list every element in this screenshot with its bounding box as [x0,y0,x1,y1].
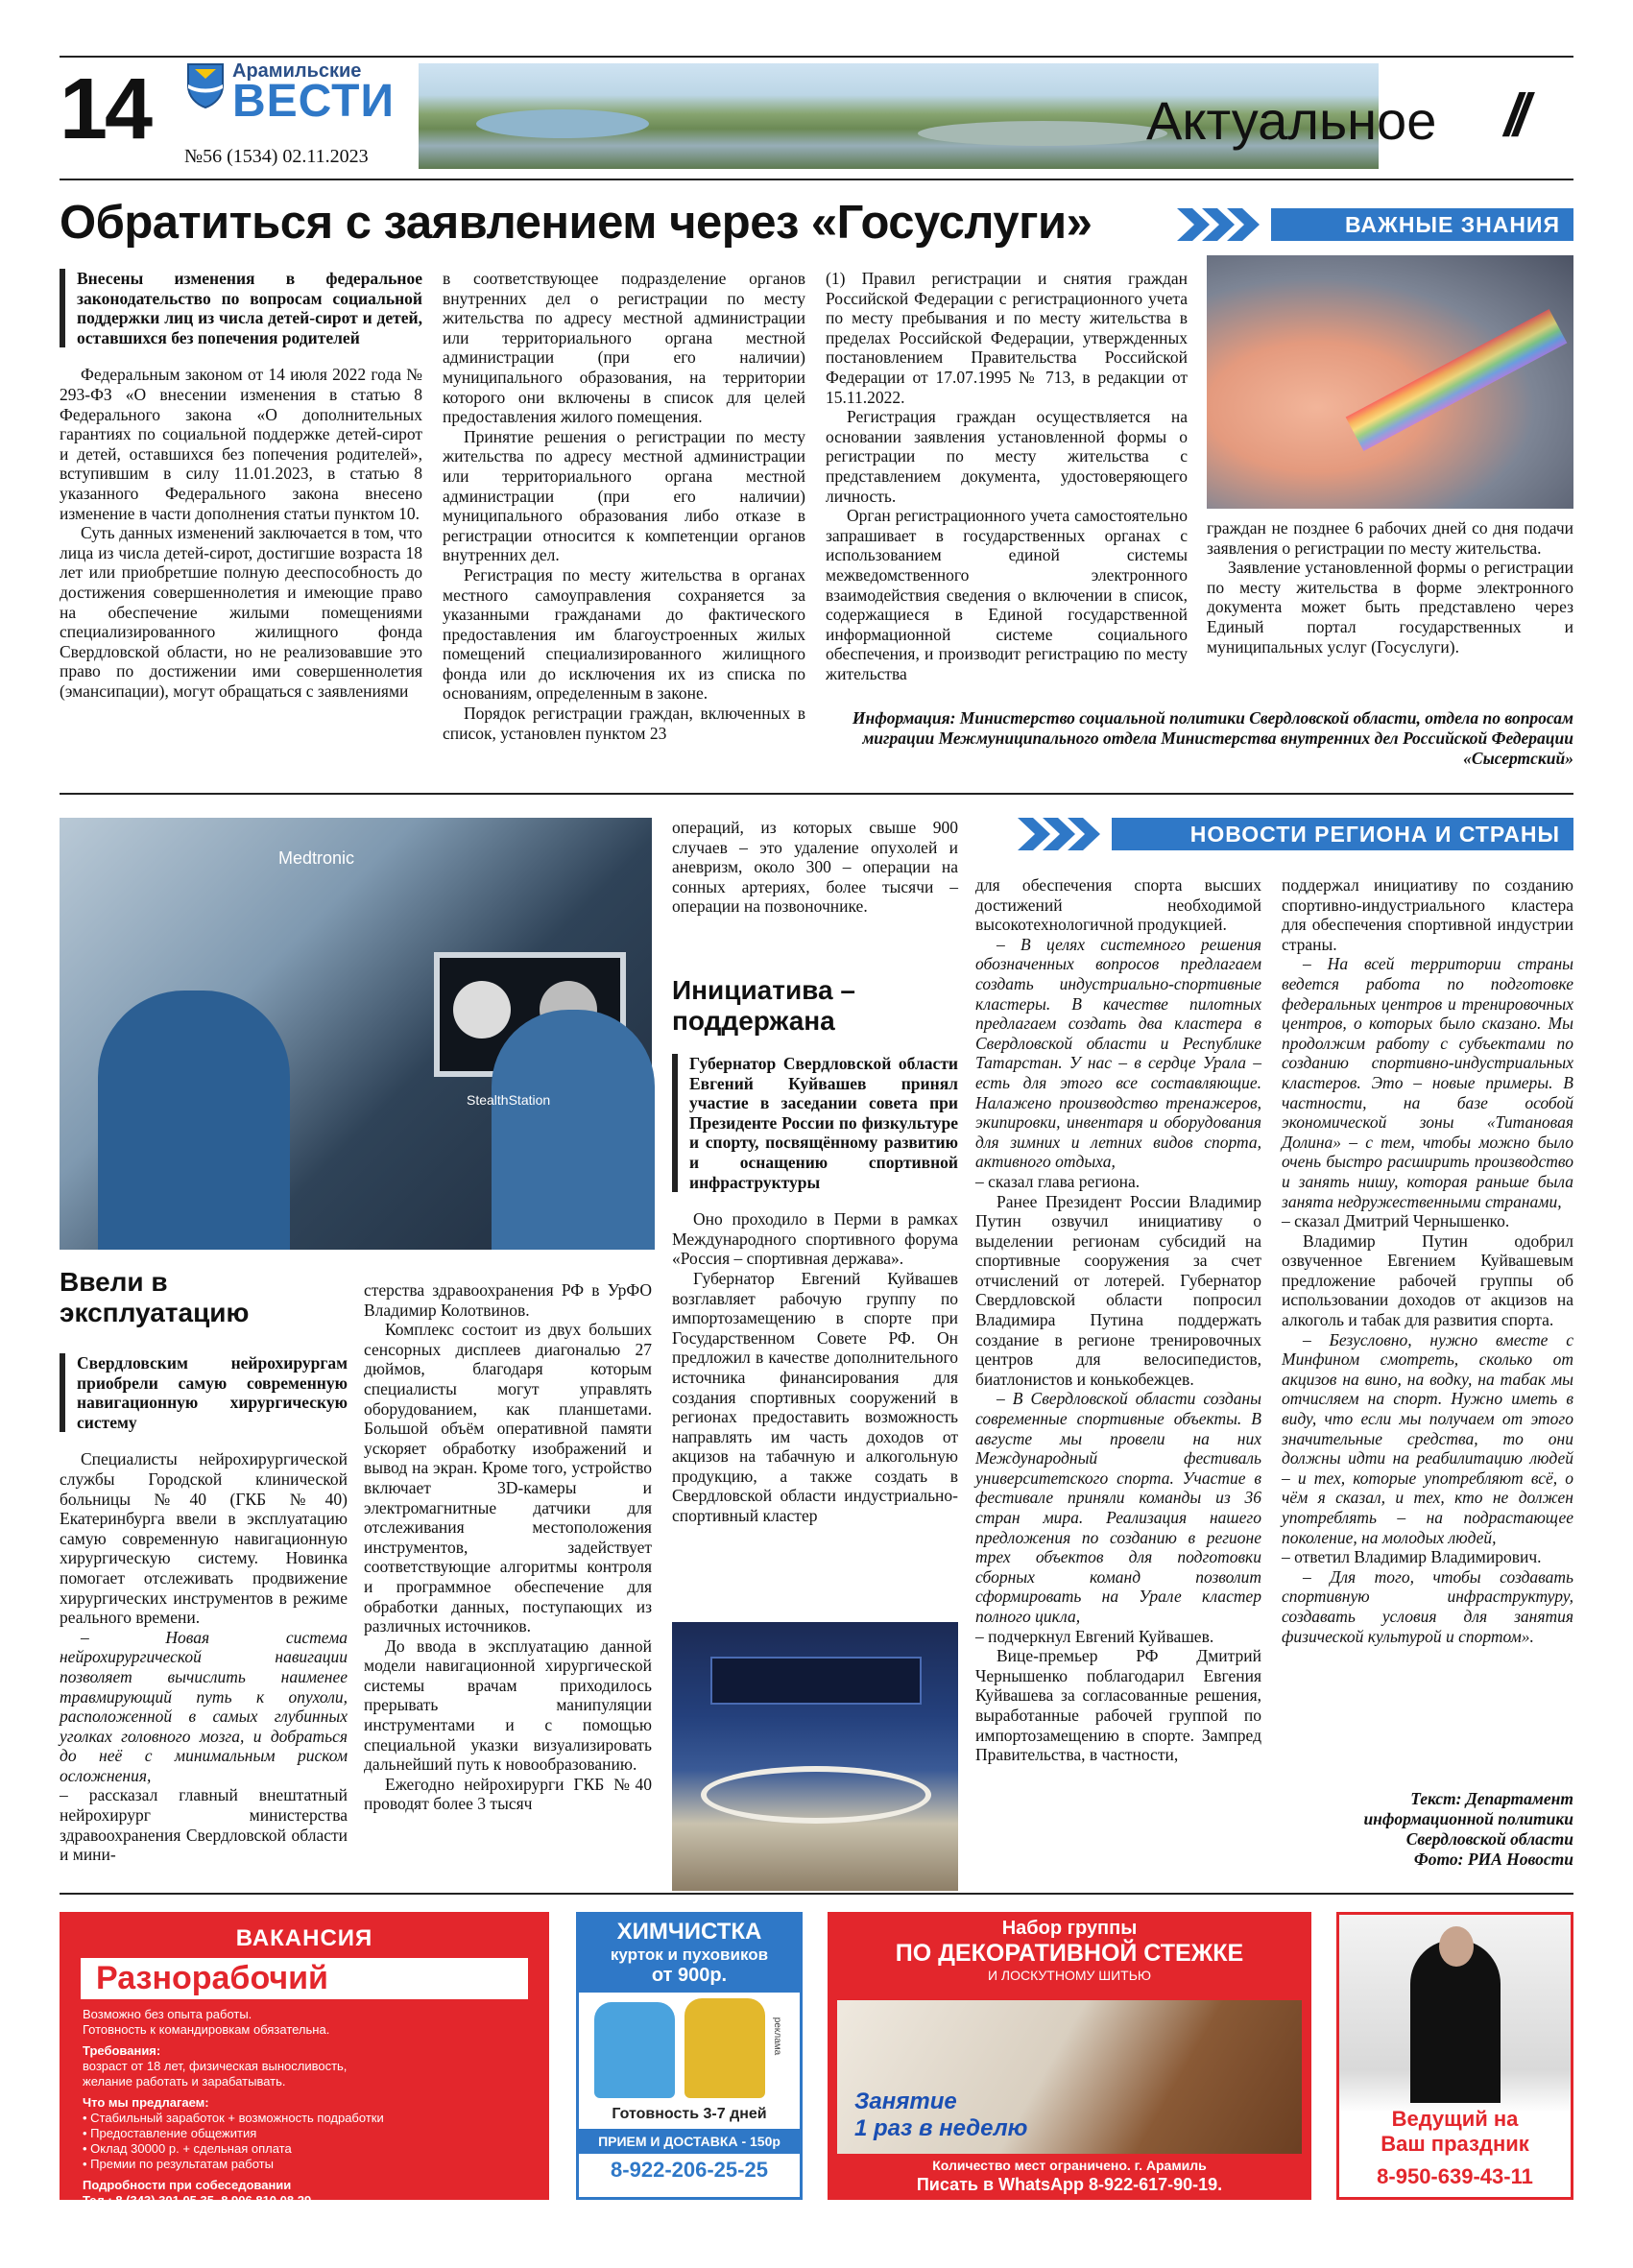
brand-main: ВЕСТИ [232,76,395,127]
article3-column-2 [975,875,1261,1765]
paragraph: Суть данных изменений заключается в том, что лица из числа детей-сирот, достигшие возраста 18 лет или приобретшие полную дееспособность до достижения совершеннолетия и имеющие право на обеспечение жилыми помещениями специализированного жилищного фонда Свердловской области, но не реализовавшие это право по достижении ими совершеннолетия (эмансипации), могут обращаться с заявлениями [60,523,422,701]
tag-region-news: НОВОСТИ РЕГИОНА И СТРАНЫ [1112,818,1573,850]
article3-credit [1282,1789,1573,1870]
section-mark: // [1504,83,1523,149]
paragraph: Регистрация граждан осуществляется на основании заявления установленной формы о регистрации по месту жительства с представлением документа, удостоверяющего личность. [826,407,1188,506]
quote-paragraph: – На всей территории страны ведется работа по подготовке федеральных центров и тренировочных центров, о которых было сказано. Мы продолжим работу с субъектами по созданию спортивно-индустриальных кластеров. Это – новые примеры. В частности, на базе особой экономической зоны «Титановая Долина» – с тем, чтобы можно было очень быстро расширить производство и занять нишу, которая раньше была занята недружественными странами, [1282,954,1573,1211]
paragraph: стерства здравоохранения РФ в УрФО Владимир Колотвинов. [364,1280,652,1320]
quote-paragraph: – В Свердловской области созданы современные спортивные объекты. В августе мы провели на них Международный фестиваль университетского спорта. Участие в фестивале приняли команды из 36 стран мира. Реализация нашего предложения по созданию в регионе трех объектов для подготовки сборных команд позволит сформировать на Урале кластер полного цикла, [975,1389,1261,1626]
ad-side-label: реклама [771,2017,782,2056]
quote-paragraph: – В целях системного решения обозначенных вопросов предлагаем создать индустриально-спортивные кластеры. В качестве пилотных предлагаем создать два кластера в Свердловской области и Республике Татарстан. У нас – в сердце Урала – есть для этого все составляющие. Налажено производство тренажеров, экипировки, инвентаря и оборудования для зимних и летних видов спорта, активного отдыха, [975,934,1261,1172]
article2-column-2 [364,1280,652,1814]
paragraph: граждан не позднее 6 рабочих дней со дня подачи заявления о регистрации по месту жительства. [1207,518,1573,558]
ad-phones: Тел.: 8 (343) 301 05 35, 8 906 810 08 29 [83,2193,312,2208]
photo-label-medtronic: Medtronic [278,848,355,868]
article1-column-2 [443,269,805,743]
article1-credit: Информация: Министерство социальной политики Свердловской области, отдела по вопросам миграции Межмуниципального отдела Министерства внутренних дел Российской Федерации «Сысертский» [852,708,1573,768]
ad-line: • Стабильный заработок + возможность подработки [83,2111,384,2125]
paragraph: Владимир Путин одобрил озвученное Евгением Куйвашевым предложение рабочей группы об использовании доходов от акцизов на алкоголь и табак для развития спорта. [1282,1230,1573,1330]
ad-line: • Премии по результатам работы [83,2157,274,2171]
paragraph: Вице-премьер РФ Дмитрий Чернышенко поблагодарил Евгения Куйвашева за согласованные решения, выработанные рабочей группой по импортозамещению в спорте. Зампред Правительства, в частности, [975,1646,1261,1765]
ad-drycleaning-subtitle: курток и пуховиков [610,1946,769,1964]
paragraph: операций, из которых свыше 900 случаев – это удаление опухолей и аневризм, около 300 – операции на сонных артериях, более тысячи – операции на позвоночнике. [672,818,958,917]
ad-stitch-lesson: 1 раз в неделю [854,2115,1028,2141]
council-meeting-photo [672,1622,958,1891]
tag-stripes-icon [1018,818,1121,850]
article1-title: Обратиться с заявлением через «Госуслуги» [60,197,1093,249]
ad-host [1336,1912,1573,2200]
ads-rule [60,1893,1573,1895]
ad-stitch-lesson: Занятие [854,2089,957,2114]
ad-line: Возможно без опыта работы. [83,2007,252,2021]
tag-important: ВАЖНЫЕ ЗНАНИЯ [1271,208,1573,241]
top-rule [60,56,1573,58]
ad-stitch-sub: И ЛОСКУТНОМУ ШИТЬЮ [987,1968,1152,1983]
article2-column-3 [672,818,958,917]
ad-drycleaning-price: от 900р. [651,1965,728,1986]
paragraph: Федеральным законом от 14 июля 2022 года № 293-ФЗ «О внесении изменения в статью 8 Федерального закона «О дополнительных гарантиях по социальной поддержке детей-сирот и детей, оставшихся без попечения родителей», вступившим в силу 11.01.2023, в статью 8 указанного Федерального закона внесено изменение в части дополнения статьи пунктом 10. [60,365,422,523]
article1-lead: Внесены изменения в федеральное законодательство по вопросам социальной поддержки лиц из числа детей-сирот и детей, оставшихся без попечения родителей [60,269,422,347]
paragraph: – сказал Дмитрий Чернышенко. [1282,1211,1510,1231]
paragraph: Ранее Президент России Владимир Путин озвучил инициативу о выделении регионам субсидий на спортивные сооружения за счет отчислений от лотерей. Губернатор Свердловской области попросил Владимира Путина поддержать создание в регионе тренировочных центров для велосипедистов, биатлонистов и конькобежцев. [975,1191,1261,1389]
paragraph: Регистрация по месту жительства в органах местного самоуправления сохраняется за указанными гражданами до фактического предоставления им благоустроенных жилых помещений специализированного жилищного фонда или до исключения их из списка по основаниям, определенным в законе. [443,564,805,704]
article2-title: Ввели в эксплуатацию [60,1267,250,1327]
article1-column-4 [1207,518,1573,657]
photo-label-stealthstation: StealthStation [467,1092,551,1108]
ad-line: желание работать и зарабатывать. [83,2074,286,2089]
coat-of-arms-icon [185,61,226,109]
ad-drycleaning-ready: Готовность 3-7 дней [612,2106,767,2122]
ad-drycleaning-delivery: ПРИЕМ И ДОСТАВКА - 150р [579,2129,800,2154]
paragraph: в соответствующее подразделение органов внутренних дел о регистрации по месту жительства по адресу местной администрации или территориального органа местной администрации (при его наличии) муниципального образования, на территории которого они включены в список для целей предоставления жилого помещения. [443,269,805,427]
paragraph: – сказал глава региона. [975,1171,1141,1191]
credit-line: Фото: РИА Новости [1413,1850,1573,1869]
ad-vacancy-heading: ВАКАНСИЯ [235,1925,373,1951]
article1-column-3 [826,269,1188,683]
ad-drycleaning-phone: 8-922-206-25-25 [611,2158,768,2182]
ad-line: возраст от 18 лет, физическая выносливость, [83,2059,348,2073]
paragraph: Губернатор Евгений Куйвашев возглавляет рабочую группу по импортозамещению в спорте при Государственном Совете РФ. Он предложил в качестве дополнительного источника финансирования для создания спортивных сооружений в регионах предоставить возможность направлять им часть доходов от акцизов на табачную и алкогольную продукцию, а также создать в Свердловской области индустриально-спортивный кластер [672,1268,958,1526]
ad-stitch-limited: Количество мест ограничено. г. Арамиль [932,2158,1207,2173]
quote-paragraph: – Для того, чтобы создавать спортивную инфраструктуру, создавать условия для занятия физической культурой и спортом». [1282,1566,1573,1646]
ad-line: • Предоставление общежития [83,2126,257,2140]
paragraph: – рассказал главный внештатный нейрохирург министерства здравоохранения Свердловской области и мини- [60,1785,348,1865]
ad-host-line: Ваш праздник [1381,2132,1529,2156]
article2-column-1 [60,1353,348,1865]
ad-host-phone: 8-950-639-43-11 [1377,2164,1533,2188]
surgery-photo [60,818,652,1250]
paragraph: Оно проходило в Перми в рамках Международного спортивного форума «Россия – спортивная держава». [672,1209,958,1269]
ad-drycleaning [576,1912,803,2200]
ad-req-title: Требования: [83,2043,161,2058]
ad-stitch-contact: Писать в WhatsApp 8-922-617-90-19. [916,2175,1223,2194]
ad-line: • Оклад 30000 р. + сдельная оплата [83,2141,292,2156]
paragraph: Принятие решения о регистрации по месту жительства по адресу местной администрации или территориального органа местной администрации (при его наличии) муниципального образования либо отказе в регистрации относится к компетенции органов внутренних дел. [443,426,805,565]
paragraph: Заявление установленной формы о регистрации по месту жительства в форме электронного документа может быть представлено через Единый портал государственных и муниципальных услуг (Госуслуги). [1207,558,1573,657]
ad-stitch-top: Набор группы [1001,1918,1138,1939]
ad-offer-title: Что мы предлагаем: [83,2095,209,2110]
quilt-picture [837,2000,1302,2154]
quote-paragraph: – Новая система нейрохирургической навигации позволяет вычислить наименее травмирующий путь к опухоли, расположенной в самых глубинных уголках головного мозга, и добраться до неё с минимальным риском осложнения, [60,1627,348,1785]
credit-line: информационной политики [1363,1809,1573,1828]
article3-column-3 [1282,875,1573,1646]
ad-contact-title: Подробности при собеседовании [83,2178,292,2192]
paragraph: поддержал инициативу по созданию спортивно-индустриального кластера для обеспечения спортивной индустрии страны. [1282,875,1573,954]
article1-column-1 [60,269,422,701]
article2-lead: Свердловским нейрохирургам приобрели самую современную навигационную хирургическую систему [60,1353,348,1432]
paragraph: – подчеркнул Евгений Куйвашев. [975,1626,1214,1646]
section-title: Актуальное [1146,90,1437,151]
article3-lead: Губернатор Свердловской области Евгений Куйвашев принял участие в заседании совета при Президенте России по физкультуре и спорту, посвящённому развитию и оснащению спортивной инфраструктуры [672,1054,958,1192]
paragraph: – ответил Владимир Владимирович. [1282,1547,1542,1567]
ad-stitching [828,1912,1311,2200]
hands-rainbow-photo [1207,255,1573,509]
ad-stitch-title: ПО ДЕКОРАТИВНОЙ СТЕЖКЕ [895,1940,1244,1967]
ad-line: Готовность к командировкам обязательна. [83,2022,330,2037]
ad-host-line: Ведущий на [1391,2107,1519,2131]
quote-paragraph: – Безусловно, нужно вместе с Минфином смотреть, сколько от акцизов на вино, на водку, на табак мы отчисляем на спорт. Нужно иметь в виду, что если мы получаем от этого значительные средства, то они должны идти на реабилитацию людей – и тех, которые употребляют всё, о чём я сказал, и тех, кто не должен употреблять – на подрастающее поколение, на молодых людей, [1282,1329,1573,1547]
section-rule [60,793,1573,795]
paragraph: Порядок регистрации граждан, включенных в список, установлен пунктом 23 [443,704,805,743]
paragraph: для обеспечения спорта высших достижений необходимой высокотехнологичной продукцией. [975,875,1261,935]
tag-stripes-icon [1177,208,1281,241]
paragraph: (1) Правил регистрации и снятия граждан Российской Федерации с регистрационного учета по месту пребывания и по месту жительства в пределах Российской Федерации, утвержденных постановлением Правительства Российской Федерации от 17.07.1995 № 713, в редакции от 15.11.2022. [826,269,1188,407]
jackets-picture [579,1993,800,2104]
page-number: 14 [60,61,151,157]
header-bottom-rule [60,179,1573,180]
paragraph: Комплекс состоит из двух больших сенсорных дисплеев диагональю 27 дюймов, благодаря которым специалисты могут управлять оборудованием, как планшетами. Большой объём оперативной памяти ускоряет обработку изображений и вывод на экран. Кроме того, устройство включает 3D-камеры и электромагнитные датчики для отслеживания местоположения инструментов, задействует соответствующие алгоритмы контроля и программное обеспечение для обработки данных, поступающих из различных источников. [364,1320,652,1636]
paragraph: Орган регистрационного учета самостоятельно запрашивает в государственных органах с использованием единой системы межведомственного электронного взаимодействия сведения о включении в список, содержащиеся в Единой государственной информационной системе социального обеспечения, и производит регистрацию по месту жительства [826,506,1188,683]
brand-top: Арамильские [232,60,362,82]
ad-vacancy [60,1912,549,2208]
article3-column-1 [672,1054,958,1526]
credit-line: Свердловской области [1405,1829,1573,1849]
paragraph: До ввода в эксплуатацию данной модели навигационной хирургической системы врачам приходилось прерывать манипуляции инструментами и с помощью специальной указки визуализировать дальнейший путь к новообразованию. [364,1635,652,1775]
paragraph: Специалисты нейрохирургической службы Городской клинической больницы №40 (ГКБ №40) Екатеринбурга ввели в эксплуатацию самую современную навигационную хирургическую систему. Новинка помогает отслеживать продвижение хирургических инструментов в режиме реального времени. [60,1449,348,1628]
ad-drycleaning-title: ХИМЧИСТКА [616,1919,762,1945]
ad-vacancy-position: Разнорабочий [81,1958,528,1999]
paragraph: Ежегодно нейрохирурги ГКБ №40 проводят более 3 тысяч [364,1774,652,1814]
article3-title: Инициатива – поддержана [672,975,855,1036]
credit-line: Текст: Департамент [1410,1789,1573,1808]
issue-number: №56 (1534) 02.11.2023 [184,146,369,167]
